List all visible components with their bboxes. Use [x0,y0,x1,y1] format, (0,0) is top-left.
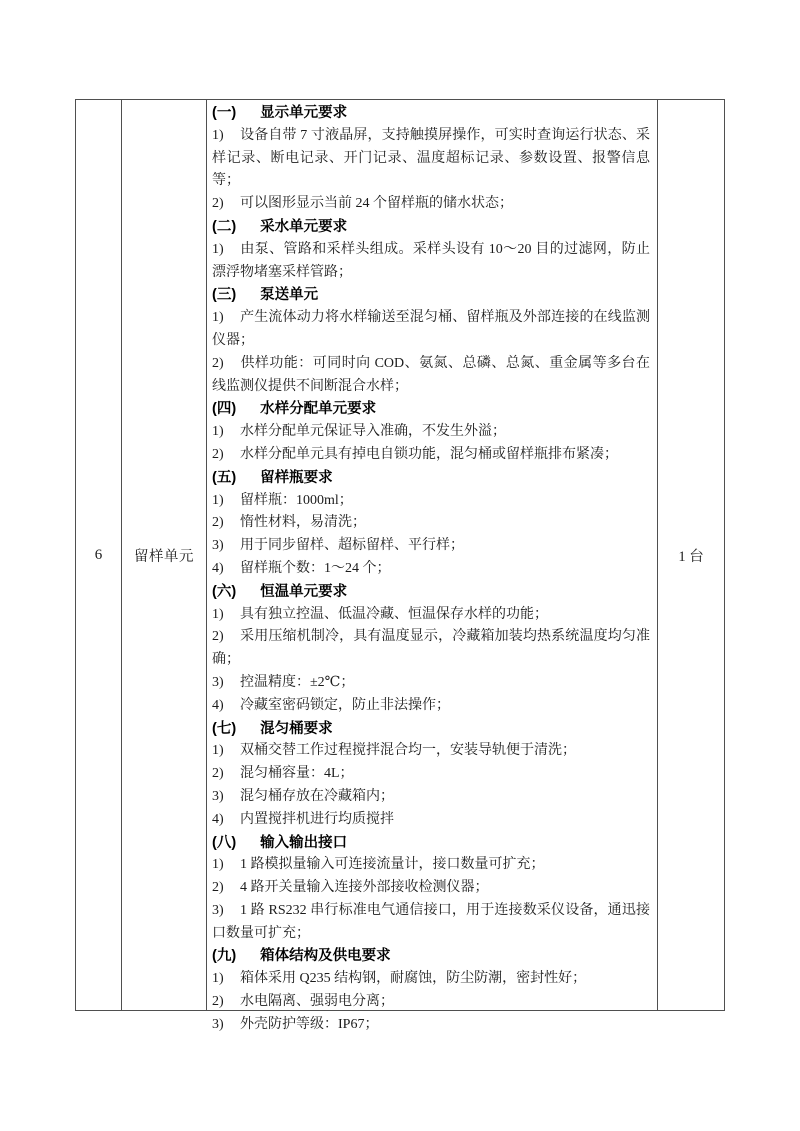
section-heading [212,581,650,604]
section-title: 采水单元要求 [260,218,348,235]
spec-item: 2) 水样分配单元具有掉电自锁功能，混匀桶或留样瓶排布紧凑； [212,444,650,467]
spec-item: 1) 1 路模拟量输入可连接流量计，接口数量可扩充； [212,854,650,877]
item-number: 4) [212,811,224,827]
section-number: (九) [212,948,237,965]
section-number: (八) [212,834,237,851]
section-number: (七) [212,720,237,737]
spec-item: 1) 留样瓶：1000ml； [212,490,650,513]
table-cell-row-name [122,100,207,1010]
spec-item: 1) 设备自带 7 寸液晶屏，支持触摸屏操作，可实时查询运行状态、采样记录、断电记录、开门记录、温度超标记录、参数设置、报警信息等； [212,125,650,193]
section-title: 恒温单元要求 [260,583,348,600]
item-number: 1) [212,743,224,759]
section-title: 留样瓶要求 [260,469,333,486]
item-number: 2) [212,196,224,212]
spec-item: 2) 混匀桶容量：4L； [212,763,650,786]
section-heading [212,945,650,968]
item-number: 1) [212,241,224,257]
section-title: 水样分配单元要求 [260,401,377,418]
item-number: 2) [212,880,224,896]
item-number: 4) [212,697,224,713]
item-number: 2) [212,766,224,782]
item-number: 1) [212,971,224,987]
spec-item: 2) 4 路开关量输入连接外部接收检测仪器； [212,877,650,900]
spec-item: 3) 混匀桶存放在冷藏箱内； [212,786,650,809]
spec-item: 4) 内置搅拌机进行均质搅拌 [212,809,650,832]
section-heading [212,216,650,239]
item-number: 3) [212,902,224,918]
section-title: 箱体结构及供电要求 [260,948,391,965]
section-number: (六) [212,583,237,600]
item-number: 3) [212,674,224,690]
item-number: 2) [212,355,224,371]
item-number: 1) [212,857,224,873]
item-number: 2) [212,446,224,462]
item-number: 3) [212,538,224,554]
table-cell-quantity [658,100,724,1010]
table-cell-row-index [76,100,122,1010]
spec-item: 1) 具有独立控温、低温冷藏、恒温保存水样的功能； [212,604,650,627]
section-number: (三) [212,287,237,304]
spec-item: 1) 产生流体动力将水样输送至混匀桶、留样瓶及外部连接的在线监测仪器； [212,307,650,353]
spec-item: 2) 惰性材料，易清洗； [212,512,650,535]
item-number: 1) [212,310,224,326]
section-title: 泵送单元 [260,287,319,304]
spec-item: 1) 箱体采用 Q235 结构钢，耐腐蚀，防尘防潮，密封性好； [212,968,650,991]
item-number: 2) [212,629,224,645]
item-number: 2) [212,994,224,1010]
section-heading [212,718,650,741]
spec-item: 2) 采用压缩机制冷，具有温度显示，冷藏箱加装均热系统温度均匀准确； [212,626,650,672]
section-title: 输入输出接口 [260,834,348,851]
item-number: 1) [212,606,224,622]
row-index: 6 [94,546,103,563]
item-number: 4) [212,560,224,576]
section-heading [212,102,650,125]
section-heading [212,284,650,307]
spec-item: 2) 水电隔离、强弱电分离； [212,991,650,1014]
item-number: 1) [212,127,224,143]
spec-item: 2) 可以图形显示当前 24 个留样瓶的储水状态； [212,193,650,216]
spec-item: 3) 用于同步留样、超标留样、平行样； [212,535,650,558]
spec-item: 1) 水样分配单元保证导入准确，不发生外溢； [212,421,650,444]
section-number: (五) [212,469,237,486]
spec-item: 4) 留样瓶个数：1～24 个； [212,558,650,581]
section-number: (二) [212,218,237,235]
spec-item: 3) 外壳防护等级：IP67； [212,1014,650,1037]
item-number: 2) [212,515,224,531]
spec-item: 2) 供样功能：可同时向 COD、氨氮、总磷、总氮、重金属等多台在线监测仪提供不间断混合水样； [212,353,650,399]
item-number: 1) [212,492,224,508]
section-heading [212,467,650,490]
row-quantity: 1 台 [678,548,704,565]
spec-item: 4) 冷藏室密码锁定，防止非法操作； [212,695,650,718]
spec-table [75,99,725,1032]
section-title: 显示单元要求 [260,105,348,121]
item-number: 1) [212,424,224,440]
item-number: 3) [212,1016,224,1032]
section-heading [212,832,650,855]
spec-item: 3) 控温精度：±2℃； [212,672,650,695]
spec-item: 1) 双桶交替工作过程搅拌混合均一，安装导轨便于清洗； [212,740,650,763]
spec-item: 1) 由泵、管路和采样头组成。采样头设有 10～20 目的过滤网，防止漂浮物堵塞采样管路； [212,239,650,285]
spec-item: 3) 1 路 RS232 串行标准电气通信接口，用于连接数采仪设备，通迅接口数量可扩充； [212,900,650,946]
item-number: 3) [212,788,224,804]
section-number: (一) [212,105,237,121]
section-number: (四) [212,401,237,418]
row-name: 留样单元 [134,548,194,565]
section-heading [212,398,650,421]
table-cell-specifications [207,100,658,1032]
section-title: 混匀桶要求 [260,720,333,737]
